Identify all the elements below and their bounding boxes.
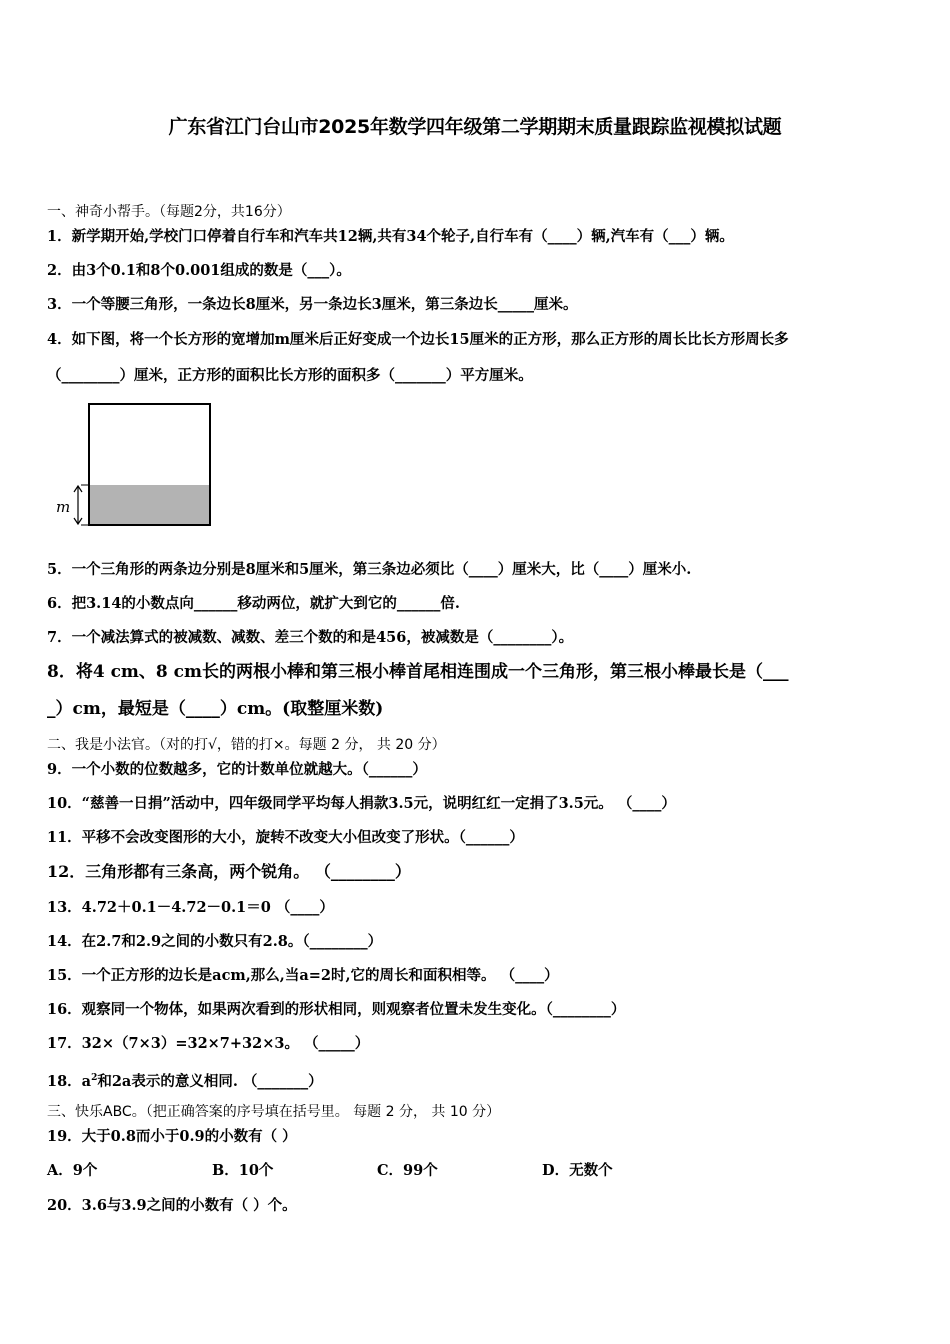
question-3: 3．一个等腰三角形，一条边长8厘米，另一条边长3厘米，第三条边长_____厘米。 [47,296,578,313]
question-10: 10．“慈善一日捐”活动中，四年级同学平均每人捐款3.5元，说明红红一定捐了3.5元。 （____） [47,795,676,812]
option-b: B．10个 [212,1162,274,1179]
question-17: 17．32×（7×3）=32×7+32×3。 （_____） [47,1035,370,1052]
question-5: 5．一个三角形的两条边分别是8厘米和5厘米，第三条边必须比（____）厘米大，比（____）厘米小. [47,561,692,578]
superscript-2: 2 [91,1073,98,1083]
question-6: 6．把3.14的小数点向______移动两位，就扩大到它的______倍. [47,595,460,612]
question-9: 9．一个小数的位数越多，它的计数单位就越大。（______） [47,761,427,778]
section-1-heading: 一、神奇小帮手。（每题2分，共16分） [47,204,291,220]
question-19: 19．大于0.8而小于0.9的小数有（ ） [47,1128,297,1145]
question-8-line-1: 8．将4 cm、8 cm长的两根小棒和第三根小棒首尾相连围成一个三角形，第三根小棒最长是（___ [47,662,789,682]
section-2-heading: 二、我是小法官。（对的打√，错的打×。每题 2 分， 共 20 分） [47,737,446,753]
option-d: D．无数个 [542,1162,613,1179]
question-16: 16．观察同一个物体，如果两次看到的形状相同，则观察者位置未发生变化。（________） [47,1001,626,1018]
rectangle-diagram [52,400,222,530]
question-12: 12．三角形都有三条高，两个锐角。 （________） [47,862,411,881]
question-4-line-1: 4．如下图，将一个长方形的宽增加m厘米后正好变成一个边长15厘米的正方形，那么正方形的周长比长方形周长多 [47,331,789,348]
m-label: m [56,498,71,516]
question-4-line-2: （________）厘米，正方形的面积比长方形的面积多（_______）平方厘米。 [47,367,533,384]
question-8-line-2: _）cm，最短是（____）cm。(取整厘米数) [47,699,384,719]
question-2: 2．由3个0.1和8个0.001组成的数是（___）。 [47,262,351,279]
question-1: 1．新学期开始,学校门口停着自行车和汽车共12辆,共有34个轮子,自行车有（____）辆,汽车有（___）辆。 [47,228,734,245]
added-strip [89,485,210,525]
section-3-heading: 三、快乐ABC。（把正确答案的序号填在括号里。 每题 2 分， 共 10 分） [47,1104,501,1120]
question-18-start: 18．a [47,1072,92,1090]
question-18 [47,1068,323,1092]
option-a: A．9个 [47,1162,98,1179]
question-14: 14．在2.7和2.9之间的小数只有2.8。（________） [47,933,383,950]
question-20: 20．3.6与3.9之间的小数有（ ）个。 [47,1197,297,1214]
question-13: 13．4.72＋0.1－4.72－0.1＝0 （____） [47,899,334,916]
exam-title: 广东省江门台山市2025年数学四年级第二学期期末质量跟踪监视模拟试题 [168,116,782,138]
question-18-end: 和2a表示的意义相同. （_______） [97,1072,323,1090]
question-15: 15．一个正方形的边长是acm,那么,当a=2时,它的周长和面积相等。 （____） [47,967,559,984]
option-c: C．99个 [377,1162,438,1179]
rectangle-figure [52,400,222,530]
question-11: 11．平移不会改变图形的大小，旋转不改变大小但改变了形状。（______） [47,829,524,846]
question-7: 7．一个减法算式的被减数、减数、差三个数的和是456，被减数是（________）。 [47,629,574,646]
